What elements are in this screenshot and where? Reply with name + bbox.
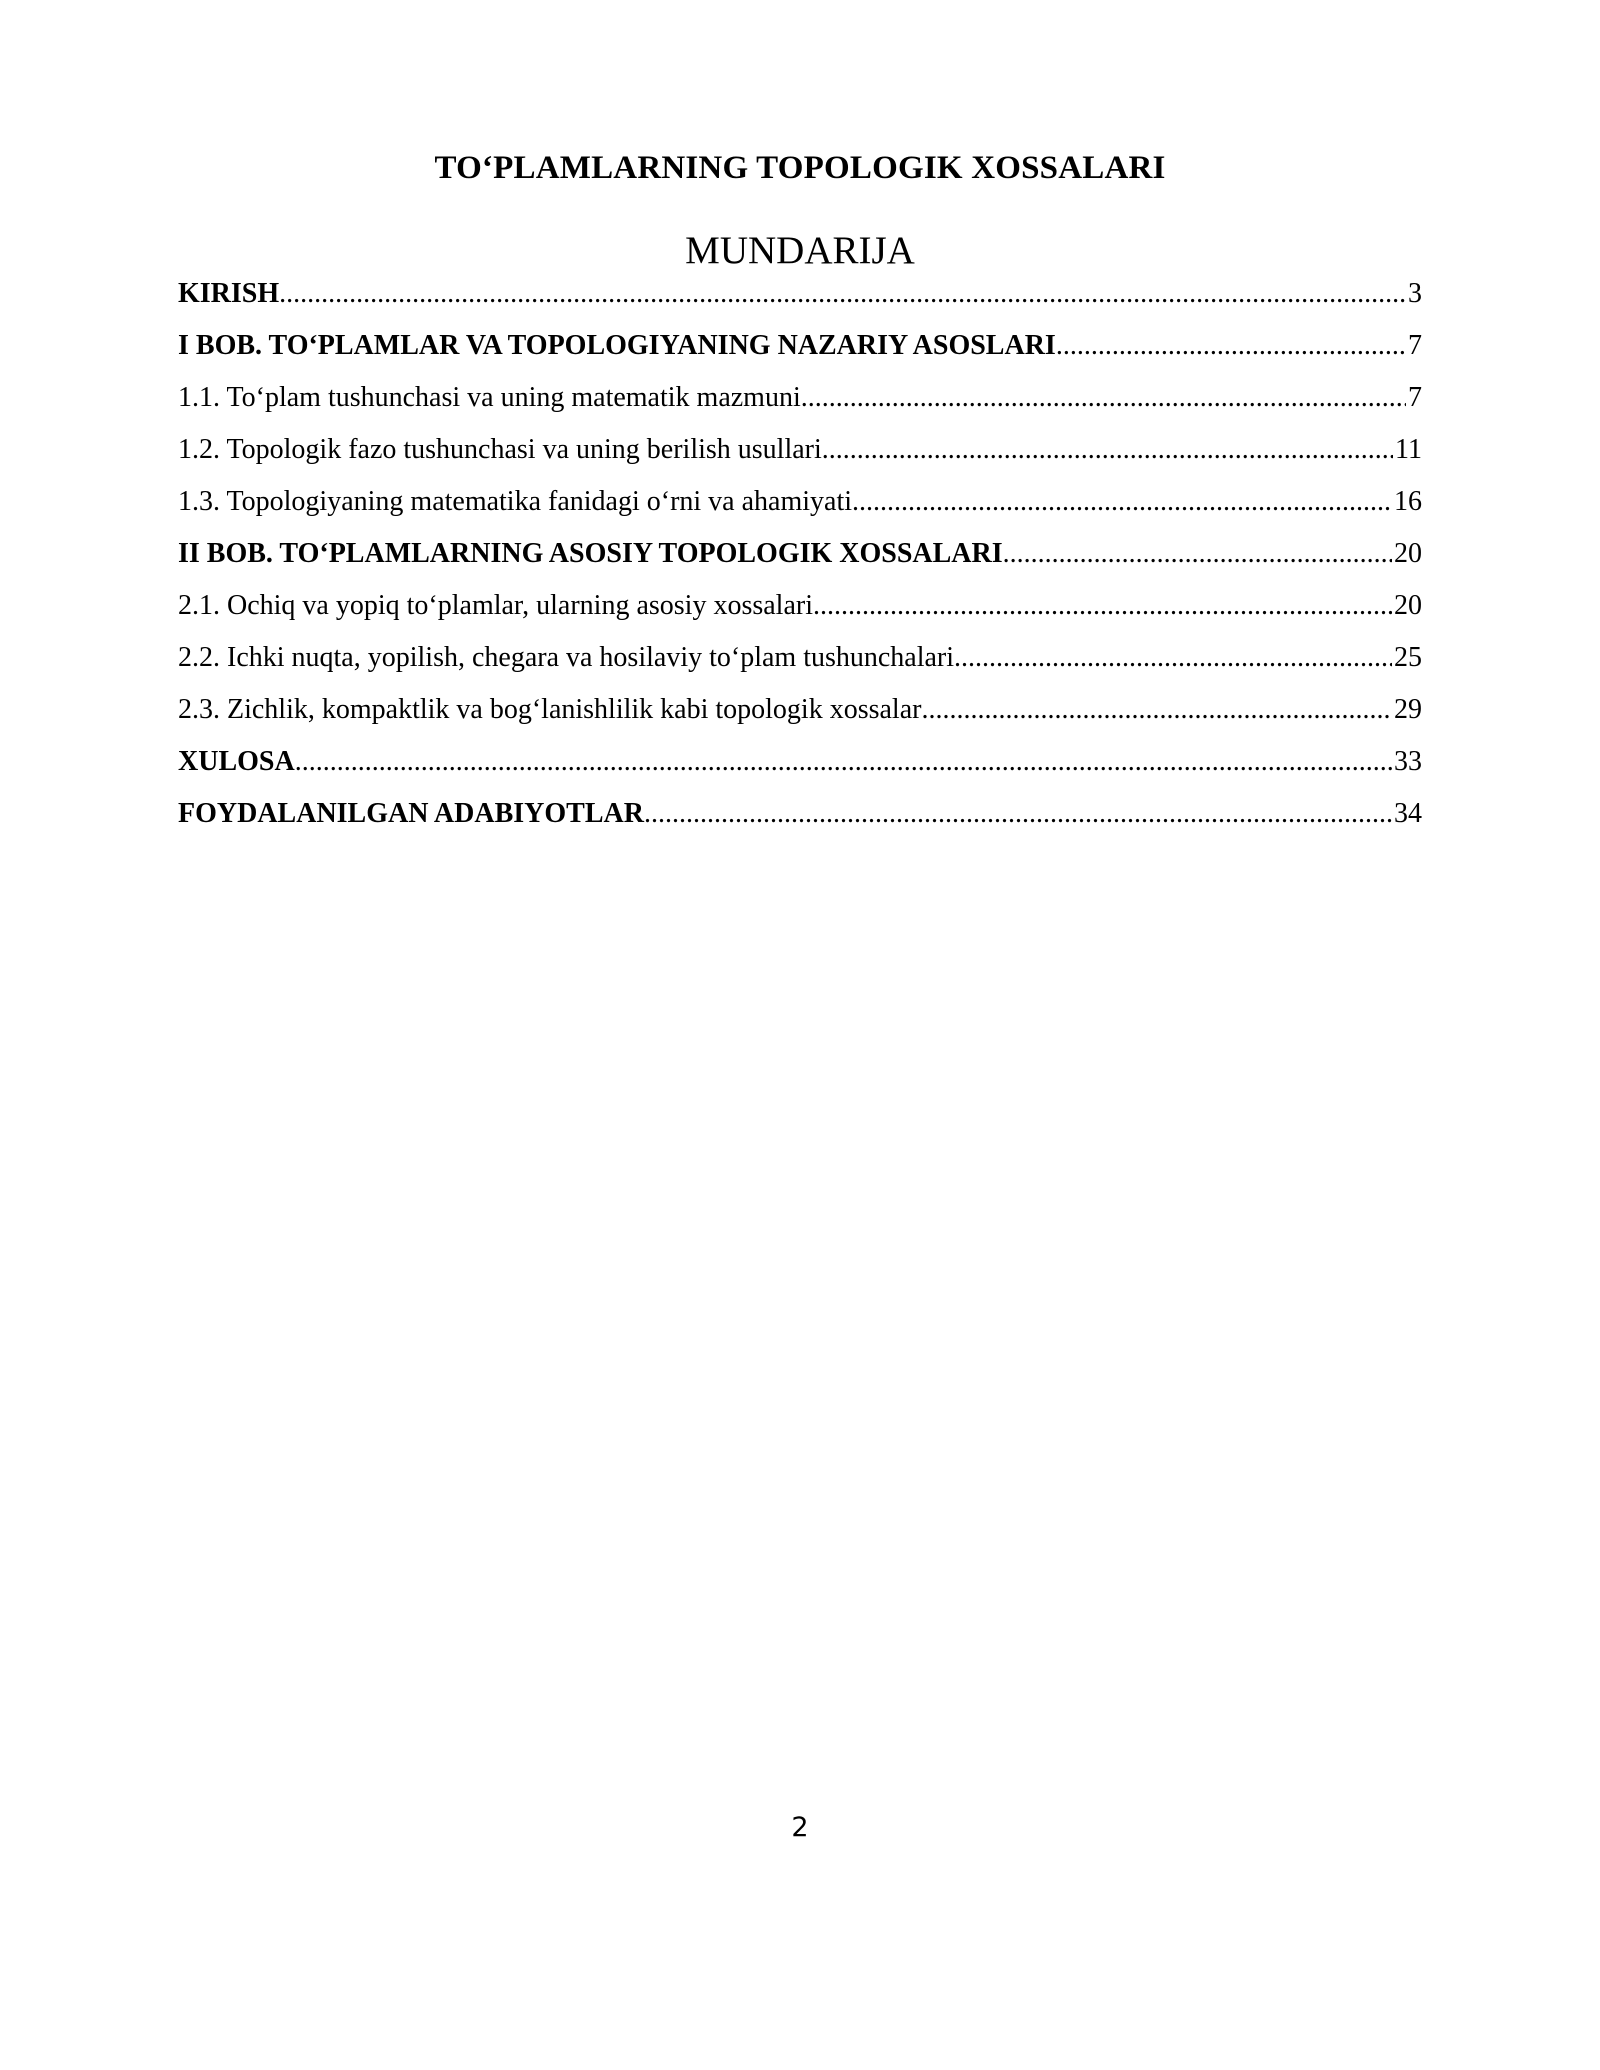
toc-entry-page: 16 (1394, 486, 1422, 517)
toc-entry-section-1-2[interactable] (178, 430, 1422, 482)
toc-entry-xulosa[interactable] (178, 742, 1422, 794)
toc-entry-page: 20 (1394, 590, 1422, 621)
toc-entry-section-2-1[interactable] (178, 586, 1422, 638)
toc-heading: MUNDARIJA (685, 229, 915, 272)
table-of-contents (178, 274, 1422, 846)
toc-dot-leader (852, 482, 1392, 522)
toc-entry-title: 1.2. Topologik fazo tushunchasi va uning berilish usullari (178, 434, 822, 465)
page-number: 2 (791, 1812, 809, 1843)
toc-entry-title: XULOSA (178, 746, 295, 777)
toc-dot-leader (954, 638, 1392, 678)
toc-dot-leader (1003, 534, 1392, 574)
toc-entry-page: 25 (1394, 642, 1422, 673)
toc-entry-section-2-3[interactable] (178, 690, 1422, 742)
toc-entry-title: 1.1. To‘plam tushunchasi va uning matematik mazmuni (178, 382, 801, 413)
toc-entry-chapter-1[interactable] (178, 326, 1422, 378)
toc-entry-kirish[interactable] (178, 274, 1422, 326)
toc-entry-title: 2.1. Ochiq va yopiq to‘plamlar, ularning asosiy xossalari (178, 590, 813, 621)
toc-dot-leader (279, 274, 1406, 314)
toc-entry-page: 7 (1408, 330, 1422, 361)
document-title: TO‘PLAMLARNING TOPOLOGIK XOSSALARI (434, 150, 1166, 186)
toc-entry-page: 11 (1395, 434, 1422, 465)
toc-entry-title: 2.3. Zichlik, kompaktlik va bog‘lanishlilik kabi topologik xossalar (178, 694, 922, 725)
toc-entry-section-1-1[interactable] (178, 378, 1422, 430)
toc-entry-page: 3 (1408, 278, 1422, 309)
toc-entry-section-2-2[interactable] (178, 638, 1422, 690)
toc-entry-title: II BOB. TO‘PLAMLARNING ASOSIY TOPOLOGIK XOSSALARI (178, 538, 1003, 569)
toc-entry-title: 1.3. Topologiyaning matematika fanidagi o‘rni va ahamiyati (178, 486, 853, 517)
toc-dot-leader (295, 742, 1392, 782)
toc-dot-leader (921, 690, 1392, 730)
toc-dot-leader (813, 586, 1392, 626)
toc-dot-leader (1056, 326, 1406, 366)
toc-entry-chapter-2[interactable] (178, 534, 1422, 586)
toc-entry-page: 20 (1394, 538, 1422, 569)
toc-entry-page: 29 (1394, 694, 1422, 725)
toc-entry-title: I BOB. TO‘PLAMLAR VA TOPOLOGIYANING NAZARIY ASOSLARI (178, 330, 1056, 361)
toc-entry-section-1-3[interactable] (178, 482, 1422, 534)
toc-dot-leader (822, 430, 1393, 470)
toc-entry-title: KIRISH (178, 278, 280, 309)
toc-dot-leader (801, 378, 1406, 418)
toc-entry-page: 34 (1394, 798, 1422, 829)
toc-entry-title: 2.2. Ichki nuqta, yopilish, chegara va hosilaviy to‘plam tushunchalari (178, 642, 955, 673)
toc-entry-title: FOYDALANILGAN ADABIYOTLAR (178, 798, 644, 829)
toc-entry-bibliography[interactable] (178, 794, 1422, 846)
toc-dot-leader (644, 794, 1392, 834)
toc-entry-page: 33 (1394, 746, 1422, 777)
toc-entry-page: 7 (1408, 382, 1422, 413)
